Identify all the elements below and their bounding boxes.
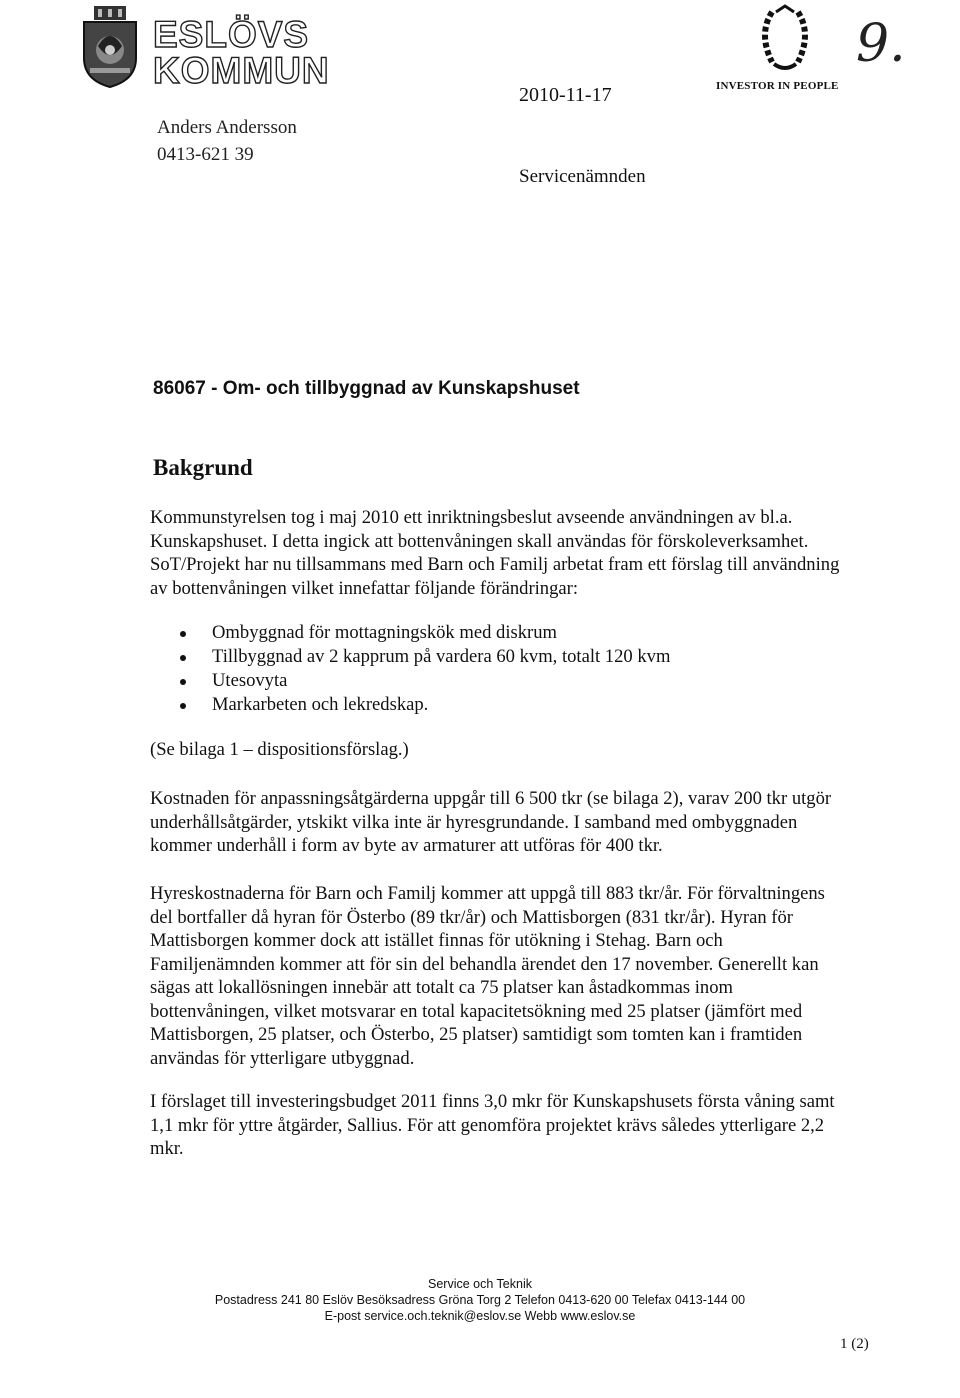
document-date: 2010-11-17 — [519, 84, 612, 106]
attachment-reference: (Se bilaga 1 – dispositionsförslag.) — [150, 739, 409, 760]
footer-address: Postadress 241 80 Eslöv Besöksadress Gröna Torg 2 Telefon 0413-620 00 Telefax 0413-144 00 — [214, 1293, 746, 1307]
logo-text-line2: KOMMUN — [153, 50, 330, 91]
investor-in-people-label: INVESTOR IN PEOPLE — [716, 80, 839, 92]
recipient: Servicenämnden — [519, 166, 646, 187]
list-item: Utesovyta — [180, 669, 670, 693]
list-item: Ombyggnad för mottagningskök med diskrum — [180, 621, 670, 645]
sender-phone: 0413-621 39 — [157, 144, 254, 165]
footer-contact: E-post service.och.teknik@eslov.se Webb www.eslov.se — [324, 1309, 636, 1323]
municipal-crest-icon — [80, 6, 140, 88]
page-number: 1 (2) — [840, 1336, 869, 1352]
paragraph-cost: Kostnaden för anpassningsåtgärderna uppgår till 6 500 tkr (se bilaga 2), varav 200 tkr utgör underhållsåtgärder, ytskikt vilka inte är hyresgrundande. I samband med ombyggnaden kommer underhåll i form av byte av armaturer att utföras för 400 tkr. — [150, 788, 832, 856]
paragraph-background: Kommunstyrelsen tog i maj 2010 ett inriktningsbeslut avseende användningen av bl.a. Kunskapshuset. I detta ingick att bottenvåningen skall användas för förskoleverksamhet. SoT/Projekt har nu tillsammans med Barn och Familj arbetat fram ett förslag till användning av bottenvåningen vilket innefattar följande förändringar: — [150, 507, 840, 599]
logo-text-line1: ESLÖVS — [153, 14, 310, 55]
footer-department: Service och Teknik — [428, 1277, 532, 1291]
list-item: Tillbyggnad av 2 kapprum på vardera 60 kvm, totalt 120 kvm — [180, 645, 670, 669]
document-subject: 86067 - Om- och tillbyggnad av Kunskapshuset — [153, 378, 580, 399]
laurel-wreath-icon — [752, 4, 818, 74]
section-heading: Bakgrund — [153, 455, 253, 480]
handwritten-mark: 9. — [856, 14, 906, 74]
list-item: Markarbeten och lekredskap. — [180, 693, 670, 717]
paragraph-rent: Hyreskostnaderna för Barn och Familj kommer att uppgå till 883 tkr/år. För förvaltningens del bortfaller då hyran för Österbo (89 tkr/år) och Mattisborgen (831 tkr/år). Hyran för Mattisborgen kommer dock att istället finnas för utökning i Stehag. Barn och Familjenämnden kommer att för sin del behandla ärendet den 17 november. Generellt kan sägas att lokallösningen innebär att totalt ca 75 platser kan åstadkommas inom bottenvåningen, vilket motsvarar en total kapacitetsökning med 25 platser (jämfört med Mattisborgen, 25 platser, och Österbo, 25 platser) samtidigt som tomten kan i framtiden användas för ytterligare utbyggnad. — [150, 883, 825, 1069]
paragraph-budget: I förslaget till investeringsbudget 2011 finns 3,0 mkr för Kunskapshusets första våning samt 1,1 mkr för yttre åtgärder, Sallius. För att genomföra projektet krävs således ytterligare 2,2 mkr. — [150, 1091, 835, 1159]
change-list — [180, 621, 670, 717]
sender-name: Anders Andersson — [157, 117, 297, 138]
